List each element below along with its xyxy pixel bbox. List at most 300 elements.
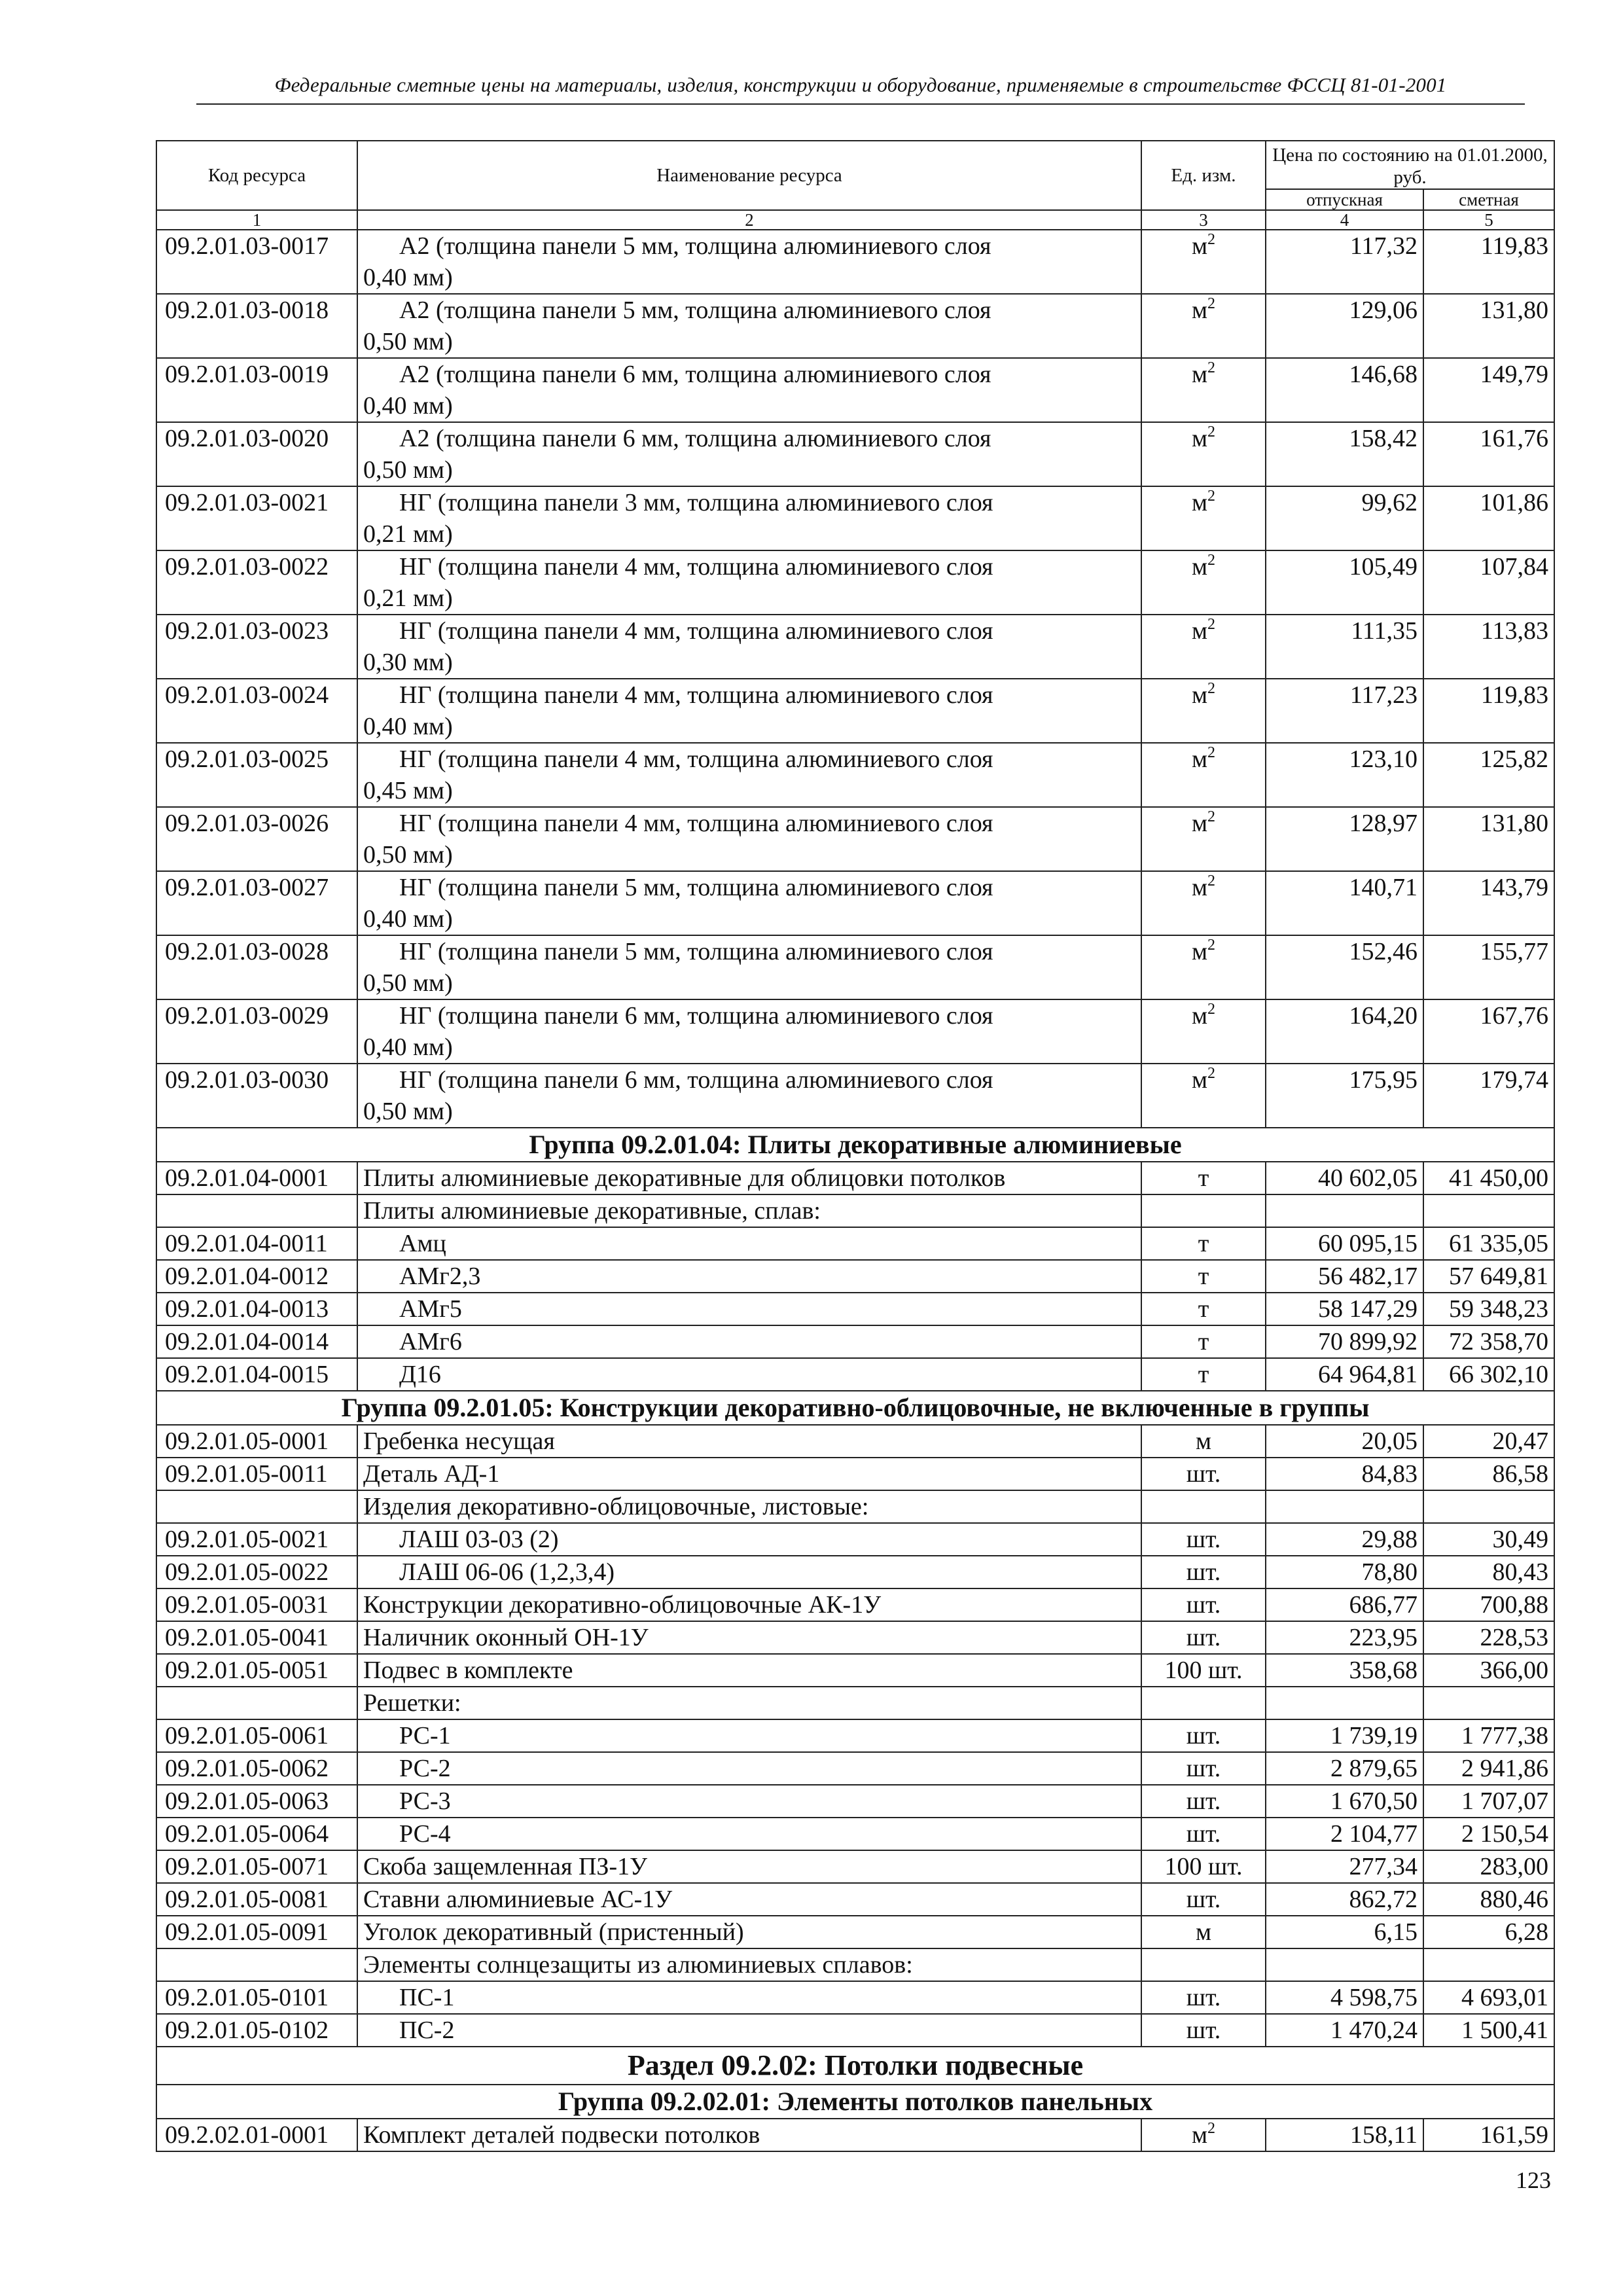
price-estimate: 167,76	[1423, 999, 1554, 1064]
unit-of-measure	[1141, 1719, 1266, 1752]
resource-name	[357, 1752, 1141, 1785]
resource-name	[357, 1227, 1141, 1260]
price-estimate: 131,80	[1423, 294, 1554, 358]
resource-name-continuation: 0,21 мм)	[363, 520, 453, 548]
resource-name-text: РС-4	[399, 1820, 451, 1848]
price-estimate: 4 693,01	[1423, 1981, 1554, 2014]
resource-code: 09.2.01.03-0017	[156, 230, 357, 294]
price-estimate: 119,83	[1423, 230, 1554, 294]
col-header-unit: Ед. изм.	[1141, 141, 1266, 210]
price-release: 20,05	[1266, 1425, 1423, 1458]
resource-name	[357, 1162, 1141, 1194]
unit-text: м	[1191, 2121, 1208, 2149]
resource-name-text: Подвес в комплекте	[363, 1657, 573, 1684]
unit-of-measure	[1141, 2119, 1266, 2151]
group-heading-row	[156, 1128, 1554, 1162]
unit-of-measure	[1141, 743, 1266, 807]
unit-exponent: 2	[1207, 2120, 1216, 2137]
unit-text: шт.	[1186, 1558, 1221, 1586]
resource-name	[357, 1358, 1141, 1391]
resource-name	[357, 807, 1141, 871]
price-release: 129,06	[1266, 294, 1423, 358]
resource-code: 09.2.01.05-0064	[156, 1818, 357, 1850]
resource-code: 09.2.01.03-0027	[156, 871, 357, 935]
unit-of-measure	[1141, 1490, 1266, 1523]
resource-name	[357, 1621, 1141, 1654]
unit-text: м	[1191, 1066, 1208, 1094]
resource-name	[357, 1916, 1141, 1948]
price-estimate: 57 649,81	[1423, 1260, 1554, 1293]
resource-code: 09.2.01.05-0041	[156, 1621, 357, 1654]
price-estimate: 20,47	[1423, 1425, 1554, 1458]
unit-text: шт.	[1186, 1886, 1221, 1913]
resource-name-continuation: 0,50 мм)	[363, 328, 453, 355]
resource-name-continuation: 0,40 мм)	[363, 905, 453, 933]
resource-name	[357, 1523, 1141, 1556]
unit-exponent: 2	[1207, 488, 1216, 505]
price-release: 111,35	[1266, 615, 1423, 679]
resource-name-text: А2 (толщина панели 5 мм, толщина алюминиевого слоя	[399, 232, 991, 260]
resource-name	[357, 1260, 1141, 1293]
unit-of-measure	[1141, 1293, 1266, 1325]
resource-code: 09.2.01.05-0063	[156, 1785, 357, 1818]
resource-name	[357, 1556, 1141, 1588]
unit-of-measure	[1141, 1227, 1266, 1260]
unit-of-measure	[1141, 1523, 1266, 1556]
resource-name-text: Скоба защемленная ПЗ-1У	[363, 1853, 648, 1880]
price-estimate: 366,00	[1423, 1654, 1554, 1687]
resource-name	[357, 1588, 1141, 1621]
price-estimate: 125,82	[1423, 743, 1554, 807]
resource-name	[357, 679, 1141, 743]
unit-of-measure	[1141, 807, 1266, 871]
price-estimate	[1423, 1948, 1554, 1981]
resource-code: 09.2.01.05-0062	[156, 1752, 357, 1785]
table-row	[156, 1588, 1554, 1621]
table-row	[156, 1785, 1554, 1818]
table-row	[156, 1916, 1554, 1948]
resource-name-text: Комплект деталей подвески потолков	[363, 2121, 760, 2149]
unit-text: 100 шт.	[1164, 1657, 1243, 1684]
resource-name	[357, 1064, 1141, 1128]
resource-code: 09.2.01.04-0014	[156, 1325, 357, 1358]
table-row	[156, 2014, 1554, 2047]
resource-name	[357, 1719, 1141, 1752]
unit-text: шт.	[1186, 1460, 1221, 1488]
resource-name	[357, 1293, 1141, 1325]
price-estimate: 59 348,23	[1423, 1293, 1554, 1325]
price-estimate: 30,49	[1423, 1523, 1554, 1556]
unit-exponent: 2	[1207, 872, 1216, 889]
table-row	[156, 1227, 1554, 1260]
resource-name-continuation: 0,30 мм)	[363, 649, 453, 676]
unit-exponent: 2	[1207, 359, 1216, 376]
price-release: 58 147,29	[1266, 1293, 1423, 1325]
price-release: 64 964,81	[1266, 1358, 1423, 1391]
unit-of-measure	[1141, 422, 1266, 486]
unit-text: м	[1191, 296, 1208, 324]
table-row	[156, 1358, 1554, 1391]
unit-text: м	[1191, 361, 1208, 388]
unit-of-measure	[1141, 1654, 1266, 1687]
table-body	[156, 230, 1554, 2151]
resource-name	[357, 1948, 1141, 1981]
unit-of-measure	[1141, 871, 1266, 935]
resource-code	[156, 1194, 357, 1227]
unit-text: м	[1191, 232, 1208, 260]
resource-name-text: РС-2	[399, 1755, 451, 1782]
col-number: 3	[1141, 210, 1266, 230]
price-estimate: 155,77	[1423, 935, 1554, 999]
unit-of-measure	[1141, 1687, 1266, 1719]
resource-code: 09.2.01.03-0029	[156, 999, 357, 1064]
price-estimate: 1 777,38	[1423, 1719, 1554, 1752]
resource-code: 09.2.01.03-0026	[156, 807, 357, 871]
unit-of-measure	[1141, 358, 1266, 422]
unit-exponent: 2	[1207, 616, 1216, 633]
table-row	[156, 1818, 1554, 1850]
unit-text: м	[1191, 553, 1208, 581]
price-release: 1 670,50	[1266, 1785, 1423, 1818]
table-row	[156, 1621, 1554, 1654]
resource-code: 09.2.01.04-0015	[156, 1358, 357, 1391]
price-release: 158,11	[1266, 2119, 1423, 2151]
unit-text: шт.	[1186, 1591, 1221, 1619]
resource-code: 09.2.01.05-0011	[156, 1458, 357, 1490]
price-estimate: 41 450,00	[1423, 1162, 1554, 1194]
resource-name-continuation: 0,40 мм)	[363, 264, 453, 291]
table-row	[156, 1850, 1554, 1883]
price-release: 158,42	[1266, 422, 1423, 486]
resource-name-text: ЛАШ 03-03 (2)	[399, 1526, 559, 1553]
unit-of-measure	[1141, 1588, 1266, 1621]
group-heading-row	[156, 1391, 1554, 1425]
price-release: 2 104,77	[1266, 1818, 1423, 1850]
resource-name	[357, 486, 1141, 550]
price-estimate: 2 941,86	[1423, 1752, 1554, 1785]
unit-text: м	[1191, 938, 1208, 965]
unit-text: шт.	[1186, 1526, 1221, 1553]
resource-code: 09.2.01.05-0091	[156, 1916, 357, 1948]
price-estimate: 228,53	[1423, 1621, 1554, 1654]
col-header-code: Код ресурса	[156, 141, 357, 210]
price-release: 146,68	[1266, 358, 1423, 422]
resource-name-text: ПС-2	[399, 2017, 455, 2044]
resource-code: 09.2.01.05-0001	[156, 1425, 357, 1458]
resource-name-text: НГ (толщина панели 3 мм, толщина алюминиевого слоя	[399, 489, 993, 516]
resource-code: 09.2.01.04-0011	[156, 1227, 357, 1260]
unit-text: т	[1198, 1164, 1209, 1192]
resource-code: 09.2.01.03-0021	[156, 486, 357, 550]
col-header-price-estimate: сметная	[1423, 189, 1554, 210]
price-release: 686,77	[1266, 1588, 1423, 1621]
table-row	[156, 294, 1554, 358]
price-release	[1266, 1948, 1423, 1981]
resource-code: 09.2.01.03-0030	[156, 1064, 357, 1128]
resource-name-text: АМг5	[399, 1295, 462, 1323]
table-row	[156, 999, 1554, 1064]
resource-name-text: РС-3	[399, 1787, 451, 1815]
resource-name-text: НГ (толщина панели 5 мм, толщина алюминиевого слоя	[399, 874, 993, 901]
resource-name	[357, 294, 1141, 358]
price-release: 105,49	[1266, 550, 1423, 615]
resource-name	[357, 1425, 1141, 1458]
unit-of-measure	[1141, 999, 1266, 1064]
unit-of-measure	[1141, 935, 1266, 999]
resource-name	[357, 871, 1141, 935]
table-row	[156, 1425, 1554, 1458]
price-release: 1 739,19	[1266, 1719, 1423, 1752]
price-table	[156, 140, 1555, 2152]
resource-name-text: Решетки:	[363, 1689, 461, 1717]
table-row	[156, 807, 1554, 871]
header-rule	[196, 103, 1525, 105]
unit-text: т	[1198, 1328, 1209, 1355]
price-release: 277,34	[1266, 1850, 1423, 1883]
resource-name-text: РС-1	[399, 1722, 451, 1749]
unit-of-measure	[1141, 1556, 1266, 1588]
table-row	[156, 1883, 1554, 1916]
unit-exponent: 2	[1207, 231, 1216, 248]
unit-text: м	[1195, 1427, 1212, 1455]
resource-name-continuation: 0,40 мм)	[363, 392, 453, 420]
price-estimate: 161,76	[1423, 422, 1554, 486]
table-row	[156, 2119, 1554, 2151]
unit-text: м	[1191, 874, 1208, 901]
unit-text: шт.	[1186, 1787, 1221, 1815]
unit-text: шт.	[1186, 1984, 1221, 2011]
price-estimate: 113,83	[1423, 615, 1554, 679]
resource-code: 09.2.01.03-0019	[156, 358, 357, 422]
price-release: 2 879,65	[1266, 1752, 1423, 1785]
resource-name-continuation: 0,45 мм)	[363, 777, 453, 804]
unit-text: м	[1191, 681, 1208, 709]
unit-text: м	[1191, 810, 1208, 837]
price-estimate	[1423, 1194, 1554, 1227]
unit-of-measure	[1141, 294, 1266, 358]
resource-name	[357, 422, 1141, 486]
unit-exponent: 2	[1207, 423, 1216, 440]
unit-exponent: 2	[1207, 937, 1216, 954]
unit-text: шт.	[1186, 1624, 1221, 1651]
resource-name-text: НГ (толщина панели 4 мм, толщина алюминиевого слоя	[399, 553, 993, 581]
table-row	[156, 871, 1554, 935]
resource-name-text: НГ (толщина панели 6 мм, толщина алюминиевого слоя	[399, 1002, 993, 1030]
table-row	[156, 935, 1554, 999]
unit-of-measure	[1141, 1260, 1266, 1293]
unit-of-measure	[1141, 1818, 1266, 1850]
resource-name	[357, 1654, 1141, 1687]
price-estimate: 149,79	[1423, 358, 1554, 422]
section-heading-row	[156, 2047, 1554, 2085]
price-estimate	[1423, 1490, 1554, 1523]
price-estimate: 2 150,54	[1423, 1818, 1554, 1850]
resource-code: 09.2.01.05-0102	[156, 2014, 357, 2047]
subheading-row	[156, 1687, 1554, 1719]
unit-exponent: 2	[1207, 808, 1216, 825]
resource-name-text: Ставни алюминиевые АС-1У	[363, 1886, 673, 1913]
unit-of-measure	[1141, 550, 1266, 615]
price-estimate: 61 335,05	[1423, 1227, 1554, 1260]
resource-name-text: НГ (толщина панели 5 мм, толщина алюминиевого слоя	[399, 938, 993, 965]
table-row	[156, 422, 1554, 486]
unit-text: шт.	[1186, 2017, 1221, 2044]
table-row	[156, 230, 1554, 294]
price-release: 40 602,05	[1266, 1162, 1423, 1194]
unit-text: м	[1191, 1002, 1208, 1030]
resource-code	[156, 1490, 357, 1523]
group-heading: Группа 09.2.02.01: Элементы потолков панельных	[156, 2085, 1554, 2119]
table-row	[156, 1293, 1554, 1325]
resource-code: 09.2.01.04-0001	[156, 1162, 357, 1194]
resource-name-continuation: 0,40 мм)	[363, 713, 453, 740]
unit-text: м	[1191, 489, 1208, 516]
table-row	[156, 743, 1554, 807]
price-release: 29,88	[1266, 1523, 1423, 1556]
unit-of-measure	[1141, 1621, 1266, 1654]
price-release: 6,15	[1266, 1916, 1423, 1948]
section-heading: Раздел 09.2.02: Потолки подвесные	[156, 2047, 1554, 2085]
unit-exponent: 2	[1207, 295, 1216, 312]
resource-code	[156, 1687, 357, 1719]
price-estimate: 700,88	[1423, 1588, 1554, 1621]
col-number: 2	[357, 210, 1141, 230]
resource-name-continuation: 0,50 мм)	[363, 969, 453, 997]
unit-text: 100 шт.	[1164, 1853, 1243, 1880]
unit-text: м	[1191, 425, 1208, 452]
col-number: 4	[1266, 210, 1423, 230]
group-heading: Группа 09.2.01.04: Плиты декоративные алюминиевые	[156, 1128, 1554, 1162]
unit-exponent: 2	[1207, 1065, 1216, 1082]
price-estimate: 179,74	[1423, 1064, 1554, 1128]
price-release: 123,10	[1266, 743, 1423, 807]
price-release	[1266, 1194, 1423, 1227]
running-header: Федеральные сметные цены на материалы, изделия, конструкции и оборудование, применяемые в строительстве ФССЦ 81-01-2001	[274, 73, 1447, 96]
resource-name	[357, 358, 1141, 422]
unit-exponent: 2	[1207, 680, 1216, 697]
resource-name-text: НГ (толщина панели 6 мм, толщина алюминиевого слоя	[399, 1066, 993, 1094]
resource-name	[357, 1850, 1141, 1883]
unit-text: шт.	[1186, 1820, 1221, 1848]
resource-code: 09.2.01.05-0022	[156, 1556, 357, 1588]
resource-name-text: Деталь АД-1	[363, 1460, 500, 1488]
table-row	[156, 1458, 1554, 1490]
resource-name-text: Д16	[399, 1361, 441, 1388]
resource-name-text: Элементы солнцезащиты из алюминиевых сплавов:	[363, 1951, 913, 1979]
price-release: 56 482,17	[1266, 1260, 1423, 1293]
resource-code: 09.2.01.03-0025	[156, 743, 357, 807]
resource-code: 09.2.01.04-0012	[156, 1260, 357, 1293]
resource-name	[357, 1687, 1141, 1719]
col-header-price: Цена по состоянию на 01.01.2000, руб.	[1266, 141, 1554, 189]
resource-name-continuation: 0,50 мм)	[363, 841, 453, 869]
resource-code: 09.2.01.03-0022	[156, 550, 357, 615]
price-estimate: 161,59	[1423, 2119, 1554, 2151]
unit-text: м	[1191, 617, 1208, 645]
resource-code: 09.2.01.05-0101	[156, 1981, 357, 2014]
price-release: 223,95	[1266, 1621, 1423, 1654]
table-row	[156, 1523, 1554, 1556]
table-row	[156, 1981, 1554, 2014]
resource-name-text: ЛАШ 06-06 (1,2,3,4)	[399, 1558, 615, 1586]
unit-of-measure	[1141, 1358, 1266, 1391]
price-estimate: 880,46	[1423, 1883, 1554, 1916]
resource-code: 09.2.01.05-0051	[156, 1654, 357, 1687]
price-release: 70 899,92	[1266, 1325, 1423, 1358]
unit-of-measure	[1141, 1752, 1266, 1785]
price-release: 4 598,75	[1266, 1981, 1423, 2014]
unit-of-measure	[1141, 1064, 1266, 1128]
unit-of-measure	[1141, 2014, 1266, 2047]
price-estimate: 80,43	[1423, 1556, 1554, 1588]
resource-name-text: А2 (толщина панели 6 мм, толщина алюминиевого слоя	[399, 361, 991, 388]
price-release: 117,23	[1266, 679, 1423, 743]
unit-of-measure	[1141, 679, 1266, 743]
table-row	[156, 1556, 1554, 1588]
resource-name-text: Изделия декоративно-облицовочные, листовые:	[363, 1493, 869, 1520]
price-estimate: 119,83	[1423, 679, 1554, 743]
resource-name	[357, 615, 1141, 679]
unit-exponent: 2	[1207, 744, 1216, 761]
table-row	[156, 1654, 1554, 1687]
unit-of-measure	[1141, 1981, 1266, 2014]
unit-of-measure	[1141, 1458, 1266, 1490]
subheading-row	[156, 1948, 1554, 1981]
unit-of-measure	[1141, 1325, 1266, 1358]
group-heading: Группа 09.2.01.05: Конструкции декоративно-облицовочные, не включенные в группы	[156, 1391, 1554, 1425]
table-row	[156, 550, 1554, 615]
resource-name	[357, 1883, 1141, 1916]
col-header-price-release: отпускная	[1266, 189, 1423, 210]
table-row	[156, 1260, 1554, 1293]
unit-text: шт.	[1186, 1722, 1221, 1749]
resource-code: 09.2.01.05-0081	[156, 1883, 357, 1916]
resource-name	[357, 1490, 1141, 1523]
unit-exponent: 2	[1207, 552, 1216, 569]
resource-code: 09.2.01.03-0020	[156, 422, 357, 486]
price-estimate: 143,79	[1423, 871, 1554, 935]
resource-code: 09.2.01.03-0023	[156, 615, 357, 679]
unit-text: т	[1198, 1230, 1209, 1257]
page-number: 123	[1516, 2167, 1551, 2193]
resource-code: 09.2.02.01-0001	[156, 2119, 357, 2151]
price-estimate: 72 358,70	[1423, 1325, 1554, 1358]
group-heading-row	[156, 2085, 1554, 2119]
resource-name	[357, 230, 1141, 294]
resource-name-text: А2 (толщина панели 6 мм, толщина алюминиевого слоя	[399, 425, 991, 452]
price-release: 862,72	[1266, 1883, 1423, 1916]
resource-name-text: НГ (толщина панели 4 мм, толщина алюминиевого слоя	[399, 745, 993, 773]
resource-name-text: АМг6	[399, 1328, 462, 1355]
price-release: 60 095,15	[1266, 1227, 1423, 1260]
col-number: 5	[1423, 210, 1554, 230]
resource-name	[357, 1458, 1141, 1490]
resource-code: 09.2.01.04-0013	[156, 1293, 357, 1325]
subheading-row	[156, 1490, 1554, 1523]
price-estimate: 6,28	[1423, 1916, 1554, 1948]
table-row	[156, 1064, 1554, 1128]
price-release: 84,83	[1266, 1458, 1423, 1490]
price-release: 175,95	[1266, 1064, 1423, 1128]
price-estimate: 86,58	[1423, 1458, 1554, 1490]
price-estimate: 1 707,07	[1423, 1785, 1554, 1818]
table-row	[156, 615, 1554, 679]
unit-text: шт.	[1186, 1755, 1221, 1782]
price-release: 152,46	[1266, 935, 1423, 999]
unit-of-measure	[1141, 1162, 1266, 1194]
resource-code: 09.2.01.03-0028	[156, 935, 357, 999]
unit-text: м	[1191, 745, 1208, 773]
